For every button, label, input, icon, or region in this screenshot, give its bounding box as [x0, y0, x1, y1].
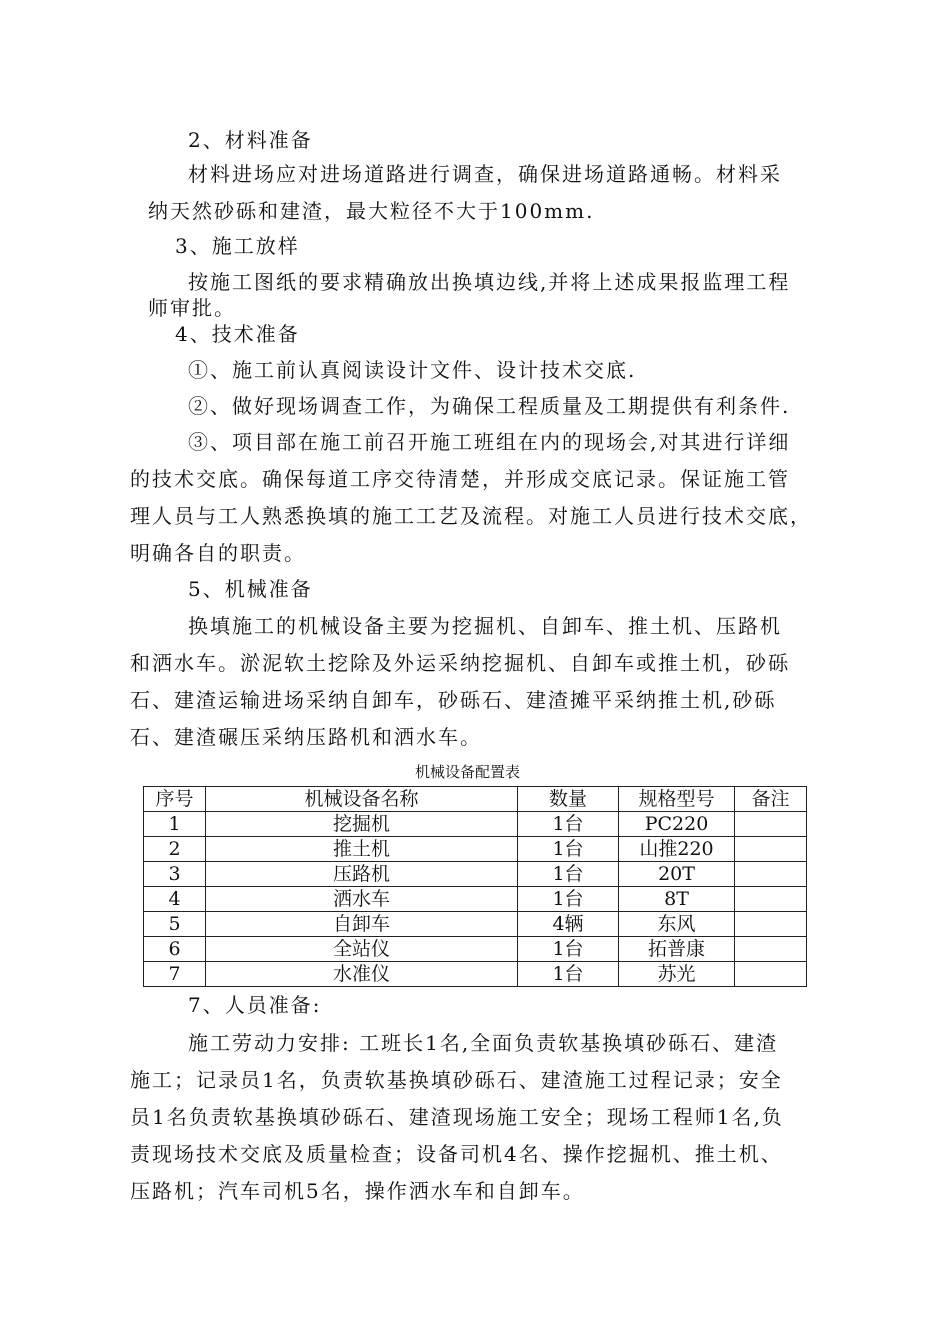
heading-layout: 3、施工放样: [175, 234, 300, 258]
list-item: ②、做好现场调查工作，为确保工程质量及工期提供有利条件.: [188, 394, 791, 418]
table-cell: [735, 862, 807, 887]
table-cell: 8T: [619, 887, 735, 912]
table-cell: 1台: [518, 937, 619, 962]
table-row: [144, 887, 807, 912]
table-cell: 全站仪: [206, 937, 518, 962]
table-cell: [735, 912, 807, 937]
table-cell: 2: [144, 837, 206, 862]
paragraph-line: 换填施工的机械设备主要为挖掘机、自卸车、推土机、压路机: [188, 614, 782, 638]
paragraph-line: 纳天然砂砾和建渣，最大粒径不大于100mm.: [148, 199, 595, 223]
table-row: [144, 962, 807, 987]
heading-tech-prep: 4、技术准备: [175, 322, 300, 346]
paragraph-line: 明确各自的职责。: [130, 541, 306, 565]
table-cell: 6: [144, 937, 206, 962]
paragraph-line: 员1名负责软基换填砂砾石、建渣现场施工安全；现场工程师1名,负: [130, 1105, 784, 1129]
heading-machine-prep: 5、机械准备: [188, 577, 313, 601]
table-cell: 压路机: [206, 862, 518, 887]
table-cell: [735, 937, 807, 962]
equipment-table: [143, 786, 807, 987]
list-item: ①、施工前认真阅读设计文件、设计技术交底.: [188, 358, 637, 382]
paragraph-line: 按施工图纸的要求精确放出换填边线,并将上述成果报监理工程: [188, 270, 791, 294]
table-cell: 1台: [518, 862, 619, 887]
paragraph-line: 压路机；汽车司机5名，操作洒水车和自卸车。: [130, 1179, 585, 1203]
paragraph-line: 石、建渣运输进场采纳自卸车，砂砾石、建渣摊平采纳推土机,砂砾: [130, 688, 777, 712]
table-cell: 1: [144, 812, 206, 837]
table-row: [144, 937, 807, 962]
paragraph-line: 的技术交底。确保每道工序交待清楚，并形成交底记录。保证施工管: [130, 467, 790, 491]
table-cell: 7: [144, 962, 206, 987]
table-cell: 拓普康: [619, 937, 735, 962]
table-cell: 自卸车: [206, 912, 518, 937]
paragraph-line: 石、建渣碾压采纳压路机和洒水车。: [130, 725, 482, 749]
table-cell: 5: [144, 912, 206, 937]
paragraph-line: 和洒水车。淤泥软土挖除及外运采纳挖掘机、自卸车或推土机，砂砾: [130, 651, 790, 675]
table-cell: 推土机: [206, 837, 518, 862]
table-row: [144, 912, 807, 937]
table-cell: 挖掘机: [206, 812, 518, 837]
table-row: [144, 812, 807, 837]
header-cell: 数量: [518, 787, 619, 812]
table-cell: [735, 812, 807, 837]
table-cell: 1台: [518, 812, 619, 837]
list-item: ③、项目部在施工前召开施工班组在内的现场会,对其进行详细: [188, 430, 791, 454]
table-cell: PC220: [619, 812, 735, 837]
paragraph-line: 理人员与工人熟悉换填的施工工艺及流程。对施工人员进行技术交底，: [130, 504, 812, 528]
table-cell: 4辆: [518, 912, 619, 937]
header-cell: 备注: [735, 787, 807, 812]
heading-personnel-prep: 7、人员准备:: [188, 993, 322, 1017]
table-cell: 水准仪: [206, 962, 518, 987]
header-cell: 规格型号: [619, 787, 735, 812]
table-cell: 东风: [619, 912, 735, 937]
table-row: [144, 837, 807, 862]
table-row: [144, 862, 807, 887]
table-cell: 山推220: [619, 837, 735, 862]
table-cell: 1台: [518, 887, 619, 912]
table-cell: [735, 962, 807, 987]
table-cell: 20T: [619, 862, 735, 887]
table-cell: 4: [144, 887, 206, 912]
table-cell: 洒水车: [206, 887, 518, 912]
table-cell: 3: [144, 862, 206, 887]
header-cell: 机械设备名称: [206, 787, 518, 812]
heading-material-prep: 2、材料准备: [188, 128, 313, 152]
paragraph-line: 师审批。: [148, 296, 236, 320]
table-cell: [735, 887, 807, 912]
paragraph-line: 责现场技术交底及质量检查；设备司机4名、操作挖掘机、推土机、: [130, 1142, 783, 1166]
paragraph-line: 材料进场应对进场道路进行调查，确保进场道路通畅。材料采: [188, 162, 782, 186]
table-cell: 苏光: [619, 962, 735, 987]
paragraph-line: 施工劳动力安排: 工班长1名,全面负责软基换填砂砾石、建渣: [188, 1031, 779, 1055]
table-cell: [735, 837, 807, 862]
table-cell: 1台: [518, 962, 619, 987]
paragraph-line: 施工；记录员1名，负责软基换填砂砾石、建渣施工过程记录；安全: [130, 1068, 783, 1092]
header-cell: 序号: [144, 787, 206, 812]
table-cell: 1台: [518, 837, 619, 862]
table-header-row: [144, 787, 807, 812]
table-caption: 机械设备配置表: [415, 763, 521, 781]
